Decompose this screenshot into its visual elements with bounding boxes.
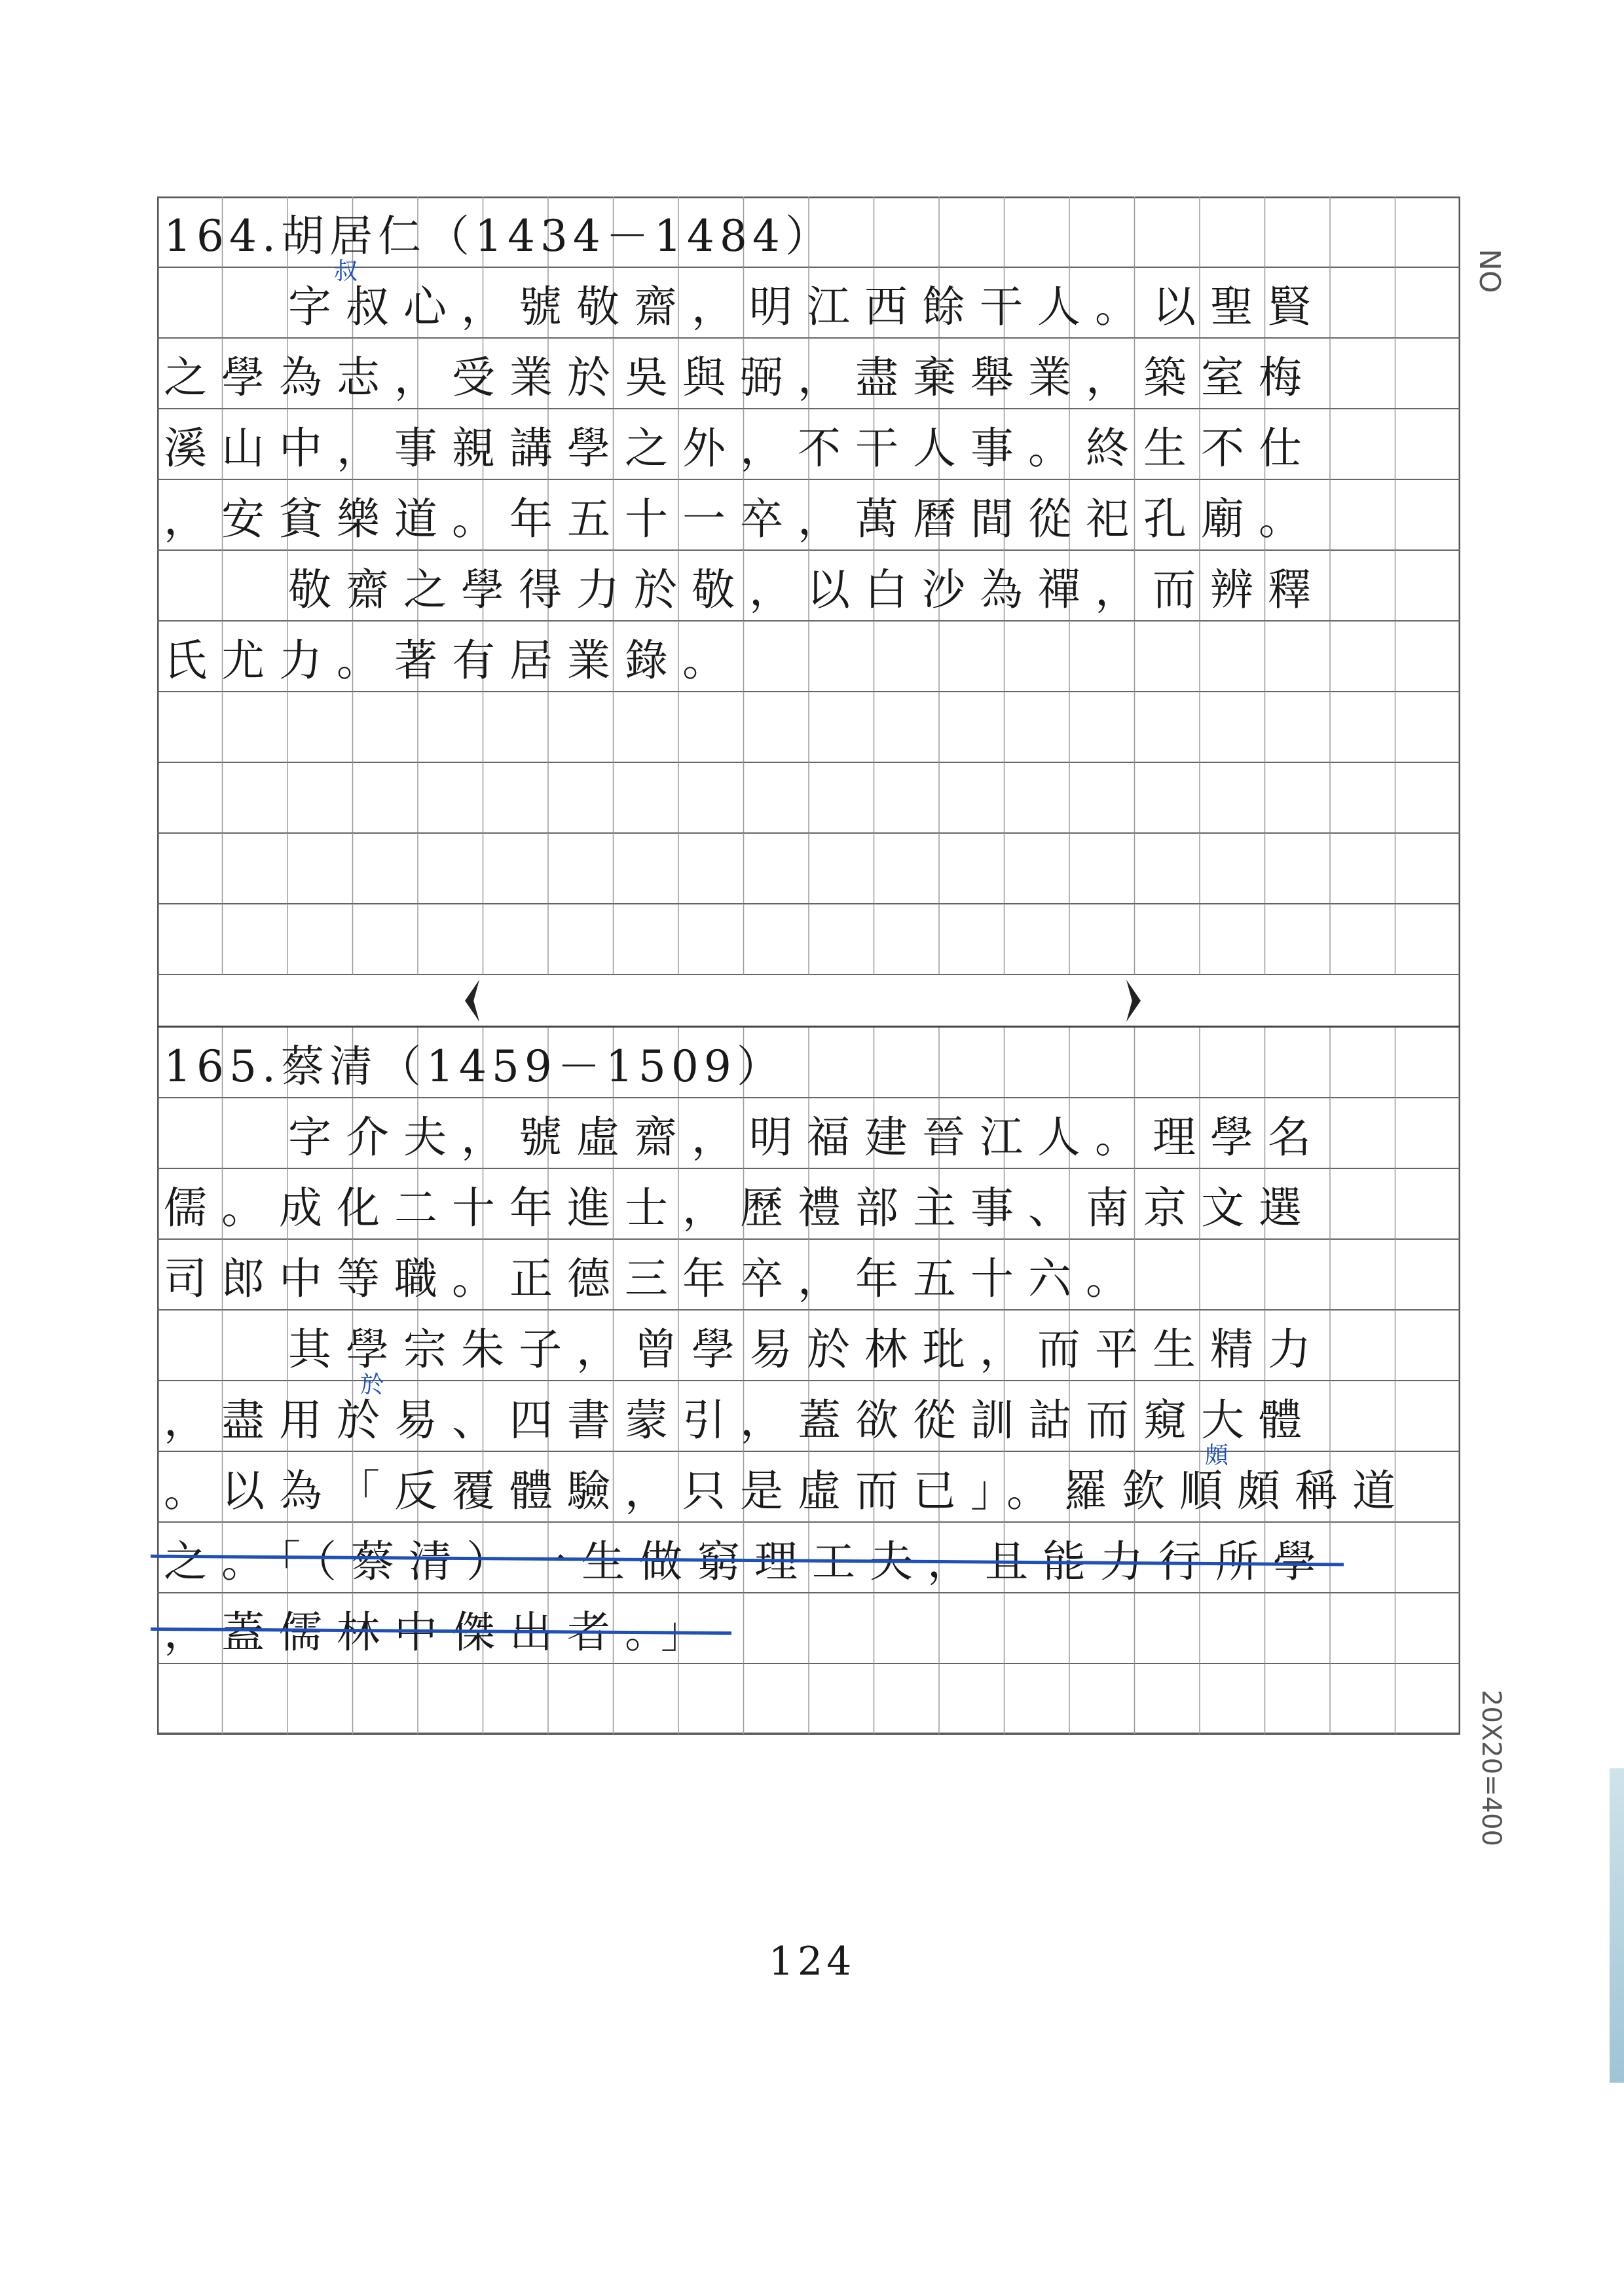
row-text: 司郎中等職。正德三年卒，年五十六。: [164, 1253, 1143, 1304]
row-text: 之學為志，受業於吳與弼，盡棄舉業，築室梅: [164, 352, 1316, 403]
scan-edge-strip: [1610, 1768, 1624, 2083]
manuscript-row: [157, 338, 1460, 409]
row-text: 164.胡居仁（1434－1484）: [164, 210, 834, 261]
row-text: ，盡用於易、四書蒙引，蓋欲從訓詁而窺大體: [164, 1394, 1316, 1445]
manuscript-row: [157, 1027, 1460, 1098]
section-divider-band: [157, 975, 1460, 1027]
band-rule: [157, 1026, 1460, 1028]
row-text: 氏尤力。著有居業錄。: [164, 635, 740, 686]
correction-annotation: 於: [360, 1371, 384, 1398]
manuscript-row: [157, 621, 1460, 692]
row-text: 敬齋之學得力於敬，以白沙為禪，而辨釋: [288, 564, 1325, 615]
left-bracket-mark: [465, 980, 479, 1022]
manuscript-row: [157, 1593, 1460, 1664]
manuscript-row: [157, 1168, 1460, 1239]
manuscript-row: [157, 409, 1460, 479]
row-text: 儒。成化二十年進士，歷禮部主事、南京文選: [164, 1182, 1316, 1233]
manuscript-row: [157, 833, 1460, 904]
manuscript-row: [157, 1310, 1460, 1381]
manuscript-row: [157, 692, 1460, 762]
manuscript-row: [157, 1522, 1460, 1593]
manuscript-row: [157, 479, 1460, 550]
row-text: 其學宗朱子，曾學易於林玭，而平生精力: [288, 1324, 1325, 1375]
right-bracket-mark: [1126, 980, 1141, 1022]
manuscript-row: [157, 1451, 1460, 1522]
manuscript-row: [157, 1381, 1460, 1451]
struck-text: 之。「（蔡清）一生做窮理工夫，且能力行所學: [164, 1527, 1331, 1589]
manuscript-row: [157, 1664, 1460, 1734]
row-text: 溪山中，事親講學之外，不干人事。終生不仕: [164, 422, 1316, 474]
struck-text: ，蓋儒林中傑出者。」: [164, 1597, 718, 1660]
row-text: 165.蔡清（1459－1509）: [164, 1041, 785, 1092]
row-text: 字叔心，號敬齋，明江西餘干人。以聖賢: [288, 281, 1325, 332]
manuscript-row: [157, 550, 1460, 621]
margin-label-grid-size: 20X20=400: [1476, 1690, 1506, 1847]
manuscript-row: [157, 1239, 1460, 1310]
manuscript-row: [157, 762, 1460, 833]
margin-label-top: NO: [1473, 249, 1506, 293]
manuscript-grid: [157, 196, 1460, 1932]
correction-annotation: 頗: [1205, 1442, 1229, 1469]
correction-annotation: 叔: [334, 258, 358, 285]
row-text: 。以為「反覆體驗，只是虛而已」。羅欽順頗稱道: [164, 1465, 1410, 1516]
page-number: 124: [768, 1939, 856, 1984]
manuscript-row: [157, 1098, 1460, 1168]
row-text: 字介夫，號虛齋，明福建晉江人。理學名: [288, 1111, 1325, 1162]
manuscript-row: [157, 904, 1460, 975]
row-text: ，安貧樂道。年五十一卒，萬曆間從祀孔廟。: [164, 493, 1316, 544]
